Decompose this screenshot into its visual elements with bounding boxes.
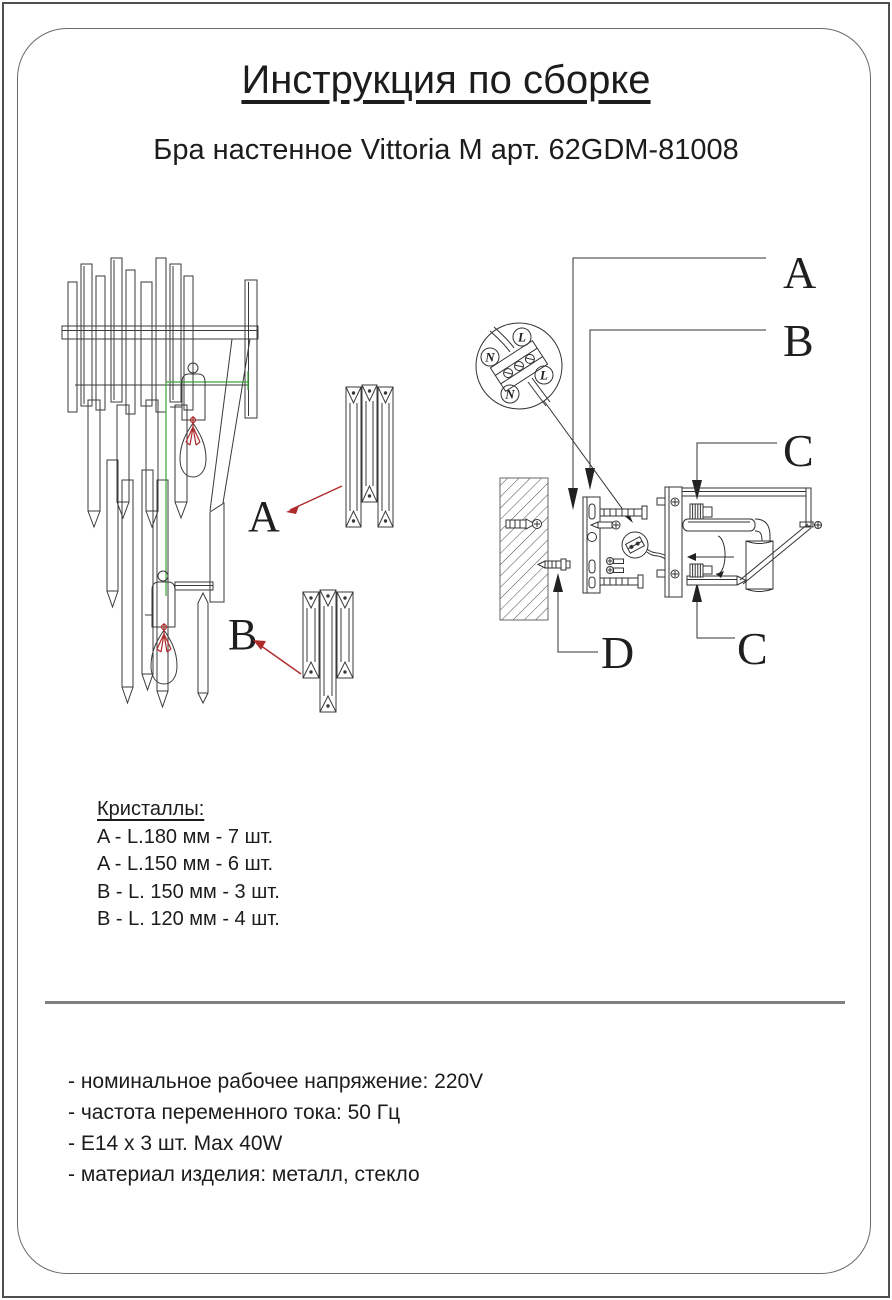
label-d: D <box>601 627 635 678</box>
wall-sconce-front-drawing <box>55 230 400 730</box>
wire-label-n-top: N <box>485 349 495 365</box>
knurled-knob-bottom <box>690 564 712 577</box>
wall-section <box>500 478 548 620</box>
page-title: Инструкция по сборке <box>241 58 651 102</box>
crystals-list <box>97 796 280 934</box>
terminal-connector-small <box>622 532 666 559</box>
specifications-list <box>68 1066 483 1190</box>
product-subtitle: Бра настенное Vittoria M арт. 62GDM-81008 <box>153 134 739 166</box>
crystals-heading: Кристаллы: <box>97 798 205 820</box>
crystal-item: A - L.150 мм - 6 шт. <box>97 853 274 875</box>
red-arrow-a <box>286 486 342 514</box>
label-a-left: A <box>248 492 280 541</box>
plate-screw-top <box>600 506 647 519</box>
crystal-item: B - L. 150 мм - 3 шт. <box>97 880 280 903</box>
wall-anchor-screw <box>506 519 542 529</box>
horizontal-divider <box>45 1001 845 1004</box>
crystal-item: A - L.180 мм - 7 шт. <box>97 825 274 848</box>
connector-wire <box>647 549 666 559</box>
label-c-top: C <box>783 425 814 476</box>
spec-item: - частота переменного тока: 50 Гц <box>68 1101 401 1124</box>
crystal-group-b <box>303 590 353 712</box>
spec-item: - материал изделия: металл, стекло <box>68 1163 420 1186</box>
label-a-right: A <box>783 247 817 298</box>
label-c-bottom: C <box>737 623 768 674</box>
crystal-item: B - L. 120 мм - 4 шт. <box>97 908 280 930</box>
lamp-bracket <box>657 487 822 597</box>
terminal-block <box>490 341 547 392</box>
red-arrow-b <box>253 640 301 674</box>
mounting-assembly-drawing <box>450 230 880 690</box>
crystal-bars-cluster <box>68 258 193 707</box>
label-b-left: B <box>228 610 258 659</box>
label-b-right: B <box>783 315 814 366</box>
wire-label-n-bottom: N <box>505 386 515 402</box>
wire-label-l-top: L <box>518 329 526 345</box>
spec-item: - E14 x 3 шт. Max 40W <box>68 1132 283 1155</box>
plate-screw-bottom <box>600 575 643 588</box>
spec-item: - номинальное рабочее напряжение: 220V <box>68 1070 484 1093</box>
plate-bolts-mid <box>607 558 624 574</box>
crystal-group-a <box>346 385 393 527</box>
lower-bulb <box>145 571 213 684</box>
candle-cup <box>746 541 773 592</box>
wire-label-l-bottom: L <box>540 367 548 383</box>
knurled-knob-top <box>690 504 712 520</box>
